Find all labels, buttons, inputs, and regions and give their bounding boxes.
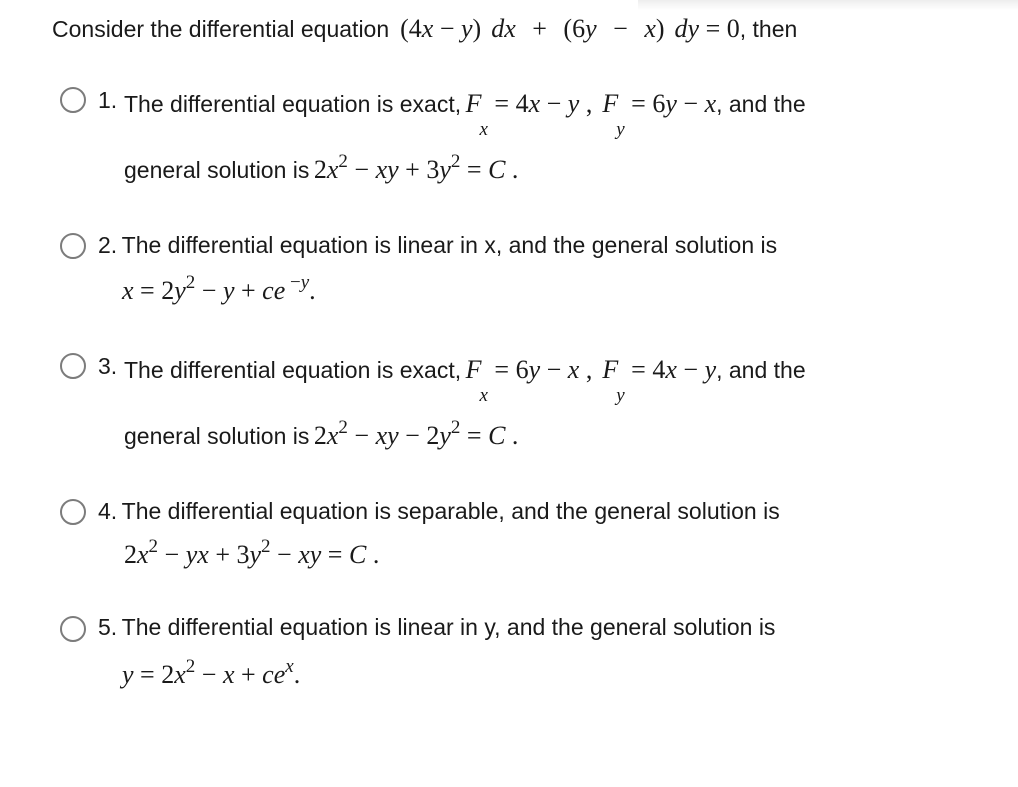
option-1-line2 <box>124 151 519 185</box>
option-2-radio[interactable] <box>60 233 86 259</box>
question-equation: (4x − y) dx + (6y − x) dy = 0 <box>393 14 740 43</box>
option-3-line1 <box>124 355 806 406</box>
question-suffix: , then <box>739 16 798 42</box>
option-4-solution: $2x^2$ − yx + $3y^2$ − xy = C . <box>124 536 380 569</box>
option-4-number: 4. <box>98 498 118 524</box>
option-5-number: 5. <box>98 614 118 640</box>
option-3-radio[interactable] <box>60 353 86 379</box>
option-3-text: The differential equation is exact, <box>124 357 462 383</box>
option-3-math-1: $F_x = 6y - x$ , $F_y = 4x - y$ <box>465 355 717 406</box>
option-5-radio[interactable] <box>60 616 86 642</box>
question-prefix: Consider the differential equation <box>52 16 390 42</box>
option-1-suffix: , and the <box>716 91 806 117</box>
option-3-number: 3. <box>98 353 118 379</box>
option-2-line2 <box>122 272 316 306</box>
option-1-line1 <box>124 89 806 140</box>
option-2-text: The differential equation is linear in x, and the general solution is <box>121 232 778 258</box>
top-shadow <box>638 0 1018 10</box>
option-5-solution: $y = 2x^2 - x + ce^x$. <box>122 656 301 689</box>
option-5-line2 <box>122 656 301 690</box>
option-4-text: The differential equation is separable, and the general solution is <box>121 498 780 524</box>
option-3-line2 <box>124 417 519 451</box>
option-3-suffix: , and the <box>716 357 806 383</box>
option-4-radio[interactable] <box>60 499 86 525</box>
option-1-number: 1. <box>98 87 118 113</box>
option-1-text: The differential equation is exact, <box>124 91 462 117</box>
option-2-solution: $x = 2y^2 - y$ + ce $^{-y}$. <box>122 272 316 305</box>
option-4-line2 <box>124 536 380 570</box>
option-1-radio[interactable] <box>60 87 86 113</box>
option-3-line2-text: general solution is <box>124 423 310 449</box>
option-1-math-1: $F_x = 4x - y$ , $F_y = 6y - x$ <box>465 89 717 140</box>
option-3-solution: $2x^2$ − xy − $2y^2 = C$ . <box>313 417 519 450</box>
option-2-number: 2. <box>98 232 118 258</box>
option-5-text: The differential equation is linear in y, and the general solution is <box>121 614 776 640</box>
option-1-line2-text: general solution is <box>124 157 310 183</box>
option-1-solution: $2x^2$ − xy + $3y^2 = C$ . <box>313 151 519 184</box>
